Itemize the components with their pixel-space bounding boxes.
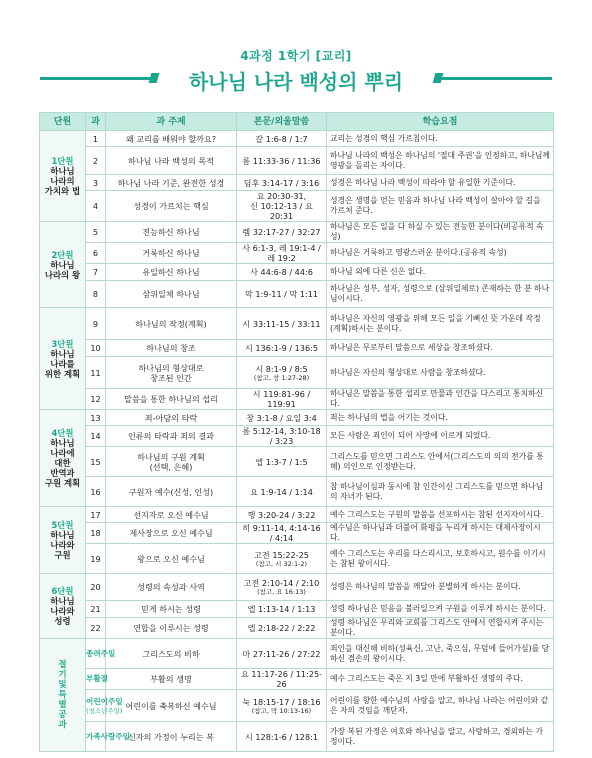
season-goal: 가장 복된 가정은 여호와 하나님을 알고, 사랑하고, 경외하는 가정이다. [327,722,554,752]
topic-text: 성경이 가르치는 핵심 [133,201,209,211]
topic-text: 하나님 나라 기준, 완전한 성경 [117,177,225,188]
verse-text: 시 136:1-9 / 136:5 [245,343,318,353]
lesson-goal: 모든 사람은 죄인이 되어 사망에 이르게 되었다. [327,426,554,447]
season-verse [237,669,327,690]
col-header-goal: 학습요점 [327,113,554,131]
lesson-topic [106,281,237,308]
lesson-verse [237,131,327,147]
lesson-number: 15 [86,447,106,477]
unit-label: 1단원 [51,156,74,166]
lesson-topic [106,357,237,389]
lesson-verse [237,544,327,574]
lesson-topic [106,601,237,618]
unit-name-line: 나라의 왕 [44,269,81,280]
lesson-number: 5 [86,222,106,243]
lesson-goal: 성경은 생명을 얻는 믿음과 하나님 나라 백성이 살아야 할 길을 가르쳐 준다. [327,191,554,222]
lesson-goal: 성령은 하나님의 말씀을 깨달아 분별하게 하시는 분이다. [327,574,554,601]
lesson-goal: 참 하나님이심과 동시에 참 인간이신 그리스도를 믿으면 하나님의 자녀가 된다. [327,477,554,507]
lesson-goal: 하나님은 말씀을 통한 섭리로 만물과 인간을 다스리고 통치하신다. [327,389,554,410]
lesson-goal: 성령 하나님은 믿음을 불러일으켜 구원을 이루게 하시는 분이다. [327,601,554,618]
lesson-number: 2 [86,147,106,175]
lesson-number: 21 [86,601,106,618]
lesson-verse [237,389,327,410]
topic-text: 하나님 나라 백성의 목적 [128,155,214,166]
lesson-number: 22 [86,618,106,639]
table-row [40,175,554,191]
lesson-topic [106,544,237,574]
verse-text: 롬 5:12-14, 3:10-18 / 3:23 [242,426,321,446]
lesson-topic [106,340,237,357]
lesson-topic [106,507,237,523]
lesson-verse [237,281,327,308]
lesson-topic [106,426,237,447]
topic-text: 하나님의 형상대로 [138,362,204,373]
lesson-number: 14 [86,426,106,447]
lesson-verse [237,357,327,389]
topic-text: 삼위일체 하나님 [142,289,200,299]
table-header-row [40,113,554,131]
verse-text: 요 20:30-31, [256,191,307,201]
topic-text: 하나님의 창조 [146,343,196,353]
verse-text: 렘 32:17-27 / 32:27 [242,227,321,237]
col-header-verse: 본문/외울말씀 [237,113,327,131]
lesson-topic [106,574,237,601]
verse-text: 시 8:1-9 / 8:5 [255,363,308,374]
verse-text: 롬 11:33-36 / 11:36 [242,155,321,166]
topic-text: 연합을 이루시는 성령 [133,623,209,633]
special-label-char: 절 [58,660,67,670]
lesson-number: 16 [86,477,106,507]
lesson-goal: 그리스도를 믿으면 그리스도 안에서(그리스도의 의의 전가를 통해) 의인으로 인정받는다. [327,447,554,477]
unit-label: 2단원 [51,249,74,260]
unit-label: 6단원 [51,586,74,596]
verse-text: 행 3:20-24 / 3:22 [247,509,316,520]
season-row [40,669,554,690]
lesson-goal: 하나님 나라의 백성은 하나님의 '절대 주권'을 인정하고, 하나님께 영광을 돌리는 자이다. [327,147,554,175]
verse-text-2: (참고, 창 1:27-28) [253,373,310,382]
unit-cell [40,131,86,222]
special-label-char: 특 [58,690,67,700]
table-row [40,426,554,447]
lesson-verse [237,507,327,523]
unit-name-line: 하나님 [50,438,75,448]
table-row [40,191,554,222]
lesson-topic [106,523,237,544]
topic-text: 제사장으로 오신 예수님 [129,528,213,538]
topic-text: 구원자 예수(신성, 인성) [128,486,214,497]
page-header [0,0,592,110]
verse-text: 눅 18:15-17 / 18:16 [242,696,321,707]
lesson-verse [237,222,327,243]
table-row [40,147,554,175]
topic-text-2: 창조된 인간 [150,372,192,383]
season-topic: 어린이를 축복하신 예수님 [106,690,237,722]
col-header-lesson: 과 [86,113,106,131]
unit-name-line: 나라의 [50,176,75,186]
lesson-goal: 예수 그리스도는 구원의 말씀을 선포하시는 참된 선지자이시다. [327,507,554,523]
season-row [40,722,554,752]
lesson-verse [237,243,327,264]
lesson-topic [106,264,237,281]
unit-name-line: 구원 계획 [44,478,81,488]
verse-text: 막 1:9-11 / 막 1:11 [244,289,319,299]
topic-text: 인류의 타락과 죄의 결과 [128,431,214,441]
topic-text: 선지자로 오신 예수님 [133,509,209,520]
lesson-verse [237,147,327,175]
table-row [40,574,554,601]
season-topic: 그리스도의 비하 [106,639,237,669]
unit-cell [40,410,86,507]
lesson-topic [106,618,237,639]
table-row [40,222,554,243]
season-name-sub: (청소년주일) [86,706,123,715]
unit-name-line: 구원 [54,550,71,560]
season-goal: 예수 그리스도는 죽은 지 3일 만에 부활하신 생명의 주다. [327,669,554,690]
lesson-number: 12 [86,389,106,410]
season-name-text: 가족사랑주일 [86,731,131,741]
lesson-topic [106,131,237,147]
unit-cell [40,308,86,410]
lesson-goal: 성령 하나님은 우리와 교회를 그리스도 안에서 연합시켜 주시는 분이다. [327,618,554,639]
lesson-goal: 하나님은 무로부터 말씀으로 세상을 창조하셨다. [327,340,554,357]
unit-cell [40,574,86,639]
table-row [40,601,554,618]
lesson-topic [106,222,237,243]
table-row [40,618,554,639]
verse-text-2: (참고, 막 10:13-16) [251,706,312,715]
unit-name-line: 하나님 [50,166,75,176]
unit-name-line: 하나님 [50,348,75,359]
table-row [40,264,554,281]
lesson-number: 11 [86,357,106,389]
unit-label: 4단원 [51,428,74,438]
table-row [40,410,554,426]
page-title: 하나님 나라 백성의 뿌리 [188,70,404,94]
unit-label: 5단원 [51,520,74,530]
season-verse [237,690,327,722]
table-row [40,389,554,410]
lesson-topic [106,191,237,222]
verse-text: 창 3:1-8 / 요일 3:4 [246,412,317,423]
unit-name-line: 하나님 [50,596,75,606]
lesson-verse [237,340,327,357]
lesson-goal: 하나님은 성부, 성자, 성령으로 (삼위일체로) 존재하는 한 분 하나님이시다. [327,281,554,308]
verse-text-2: 신 10:12-13 / 요 20:31 [250,201,313,221]
lesson-number: 19 [86,544,106,574]
unit-name-line: 하나님 [50,259,75,270]
verse-text: 시 119:81-96 / 119:91 [252,389,311,409]
table-row [40,243,554,264]
lesson-number: 13 [86,410,106,426]
topic-text: 믿게 하시는 성령 [141,604,201,614]
lesson-goal: 하나님은 자신의 형상대로 사람을 창조하셨다. [327,357,554,389]
lesson-goal: 교리는 성경의 핵심 가르침이다. [327,131,554,147]
unit-label: 3단원 [51,338,74,349]
lesson-number: 9 [86,308,106,340]
table-row [40,523,554,544]
table-row [40,544,554,574]
table-row [40,507,554,523]
season-goal: 죄인을 대신해 비하(성육신, 고난, 죽으심, 무덤에 들어가심)를 당하신 겸손의 왕이시다. [327,639,554,669]
special-label-char: 공 [58,710,67,720]
special-label-char: 별 [58,700,67,710]
season-name-text: 종려주일 [86,648,116,658]
table-row [40,308,554,340]
topic-text: 말씀을 통한 하나님의 섭리 [124,394,218,404]
unit-cell [40,507,86,574]
lesson-topic [106,175,237,191]
lesson-number: 18 [86,523,106,544]
unit-name-line: 나라에 [50,448,75,458]
season-row [40,690,554,722]
season-name-text: 부활절 [86,674,109,683]
verse-text: 요 11:17-26 / 11:25-26 [240,669,323,689]
table-row [40,131,554,147]
lesson-verse [237,574,327,601]
lesson-number: 4 [86,191,106,222]
lesson-topic [106,389,237,410]
lesson-topic [106,410,237,426]
topic-text: 하나님의 구원 계획 [137,451,205,462]
topic-text: 왕으로 오신 예수님 [137,553,205,564]
lesson-verse [237,618,327,639]
lesson-goal: 죄는 하나님의 법을 어기는 것이다. [327,410,554,426]
lesson-verse [237,426,327,447]
lesson-goal: 하나님은 자신의 영광을 위해 모든 일을 기뻐신 뜻 가운데 작정(계획)하시는 분이다. [327,308,554,340]
unit-name-line: 가치와 법 [44,186,81,196]
lesson-goal: 하나님은 거룩하고 영광스러운 분이다.(공유적 속성) [327,243,554,264]
verse-text: 마 27:11-26 / 27:22 [242,648,321,659]
season-topic: 부활의 생명 [106,669,237,690]
topic-text: 죄-아담의 타락 [144,412,198,423]
lesson-verse [237,447,327,477]
verse-text: 고전 2:10-14 / 2:10 [243,578,320,588]
unit-cell [40,222,86,308]
lesson-topic [106,447,237,477]
lesson-topic [106,147,237,175]
lesson-number: 1 [86,131,106,147]
lesson-number: 7 [86,264,106,281]
table-row [40,447,554,477]
table-row [40,281,554,308]
verse-text: 사 44:6-8 / 44:6 [250,267,313,277]
topic-text: 성령의 속성과 사역 [137,582,205,592]
verse-text: 요 1:9-14 / 1:14 [250,486,313,497]
lesson-verse [237,523,327,544]
lesson-number: 8 [86,281,106,308]
verse-text: 엡 1:3-7 / 1:5 [255,456,308,467]
curriculum-table [39,112,554,752]
season-goal: 어린이를 향한 예수님의 사랑을 알고, 하나님 나라는 어린이와 같은 자의 것임을 깨닫자. [327,690,554,722]
season-name [86,690,123,722]
topic-text: 전능하신 하나님 [142,227,200,237]
special-label-char: 과 [58,720,67,730]
season-name [86,639,116,669]
lesson-goal: 하나님은 모든 일을 다 하실 수 있는 전능한 분이다(비공유적 속성) [327,222,554,243]
season-verse [237,722,327,752]
verse-text: 시 33:11-15 / 33:11 [242,318,321,329]
lesson-topic [106,477,237,507]
unit-name-line: 대한 [54,458,71,468]
lesson-verse [237,308,327,340]
lesson-verse [237,477,327,507]
verse-text: 히 9:11-14, 4:14-16 / 4:14 [242,523,321,543]
verse-text: 딤후 3:14-17 / 3:16 [243,177,320,188]
verse-text: 엡 1:13-14 / 1:13 [247,604,316,614]
col-header-unit: 단원 [40,113,86,131]
special-lessons-label [40,639,86,752]
lesson-goal: 예수 그리스도는 우리를 다스리시고, 보호하시고, 원수를 이기시는 참된 왕이시다. [327,544,554,574]
season-name-text: 어린이주일 [86,696,123,706]
topic-text: 왜 교리를 배워야 할까요? [125,133,217,144]
lesson-number: 6 [86,243,106,264]
lesson-verse [237,601,327,618]
season-verse [237,639,327,669]
table-row [40,357,554,389]
table-row [40,340,554,357]
topic-text: 유일하신 하나님 [142,267,200,277]
season-name [86,722,131,752]
lesson-goal: 하나님 외에 다른 신은 없다. [327,264,554,281]
unit-name-line: 나라와 [50,606,75,616]
verse-text-2: (참고, 시 32:1-2) [255,559,308,568]
special-label-char: 및 [58,680,67,690]
lesson-verse [237,191,327,222]
verse-text: 시 128:1-6 / 128:1 [245,731,318,742]
lesson-verse [237,264,327,281]
verse-text: 사 6:1-3, 레 19:1-4 / 레 19:2 [242,243,321,263]
lesson-goal: 예수님은 하나님과 더불어 화평을 누리게 하시는 대제사장이시다. [327,523,554,544]
lesson-number: 17 [86,507,106,523]
lesson-topic [106,243,237,264]
lesson-goal: 성경은 하나님 나라 백성이 따라야 할 유일한 기준이다. [327,175,554,191]
topic-text-2: (선택, 은혜) [149,461,193,472]
verse-text: 고전 15:22-25 [254,549,309,560]
course-subtitle: 4과정 1학기 [교리] [240,49,352,63]
verse-text-2: (참고, 요 16:13) [257,588,306,596]
table-row [40,477,554,507]
season-name [86,669,109,690]
special-label-char: 기 [58,670,67,680]
unit-name-line: 성령 [54,616,71,626]
season-topic: 신자의 가정이 누리는 복 [106,722,237,752]
unit-name-line: 반역과 [50,468,75,478]
lesson-topic [106,308,237,340]
unit-name-line: 하나님 [50,530,75,540]
lesson-number: 10 [86,340,106,357]
col-header-topic: 과 주제 [106,113,237,131]
topic-text: 거룩하신 하나님 [142,248,200,258]
verse-text: 갈 1:6-8 / 1:7 [255,133,308,144]
lesson-verse [237,175,327,191]
topic-text: 하나님의 작정(계획) [135,318,207,329]
lesson-verse [237,410,327,426]
verse-text: 엡 2:18-22 / 2:22 [247,623,316,633]
lesson-number: 20 [86,574,106,601]
unit-name-line: 위한 계획 [44,368,81,379]
unit-name-line: 나라를 [50,358,75,369]
lesson-number: 3 [86,175,106,191]
season-row [40,639,554,669]
title-banner [0,63,592,93]
unit-name-line: 나라와 [50,540,75,550]
